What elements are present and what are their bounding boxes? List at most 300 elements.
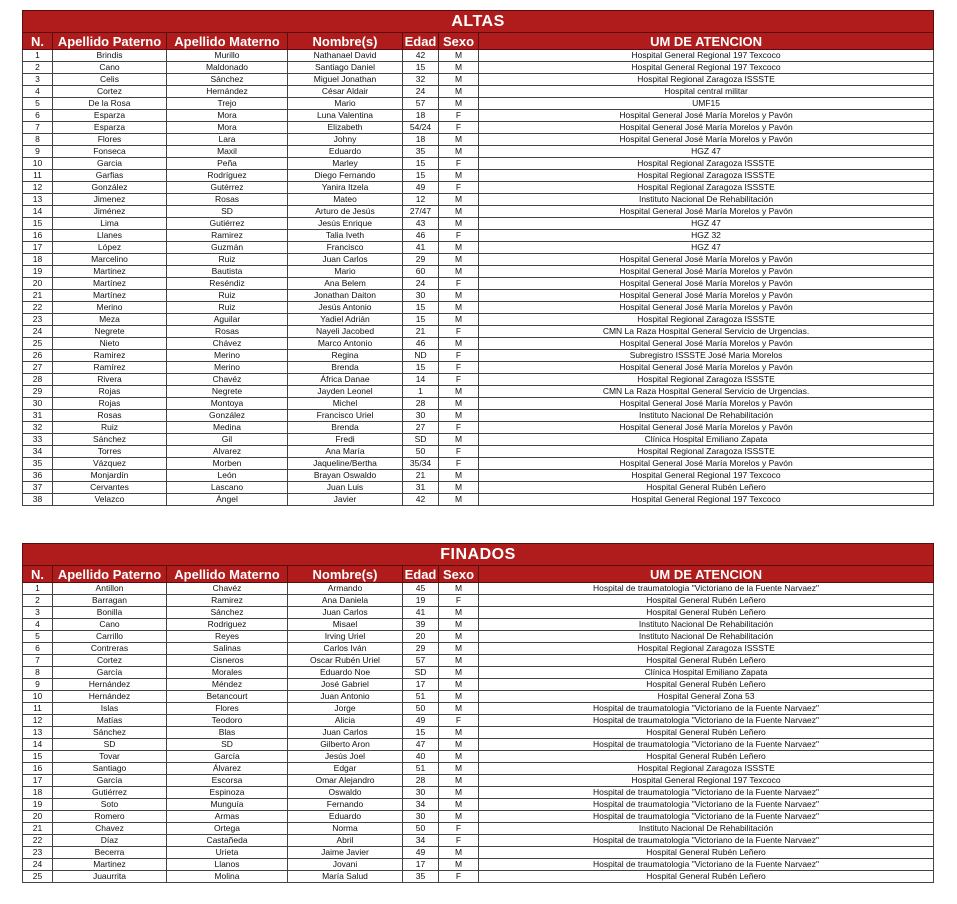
table-row <box>23 62 934 74</box>
cell-sexo: M <box>439 703 479 715</box>
table-row <box>23 763 934 775</box>
cell-row-number: 13 <box>23 194 53 206</box>
cell-apellido-paterno: Jiménez <box>53 206 167 218</box>
cell-apellido-paterno: Celis <box>53 74 167 86</box>
cell-sexo: M <box>439 338 479 350</box>
cell-um-de-atencion: Hospital General Rubén Leñero <box>479 679 934 691</box>
cell-row-number: 28 <box>23 374 53 386</box>
cell-nombres: Juan Antonio <box>288 691 403 703</box>
cell-um-de-atencion: Hospital General José María Morelos y Pavón <box>479 134 934 146</box>
table-row <box>23 871 934 883</box>
cell-nombres: Ana Daniela <box>288 595 403 607</box>
cell-nombres: Oswaldo <box>288 787 403 799</box>
cell-apellido-paterno: Garfias <box>53 170 167 182</box>
table-row <box>23 290 934 302</box>
cell-nombres: Miguel Jonathan <box>288 74 403 86</box>
cell-sexo: M <box>439 775 479 787</box>
cell-sexo: M <box>439 494 479 506</box>
column-header-sexo: Sexo <box>439 566 479 583</box>
cell-sexo: M <box>439 751 479 763</box>
cell-edad: 39 <box>403 619 439 631</box>
cell-row-number: 18 <box>23 787 53 799</box>
cell-nombres: Abril <box>288 835 403 847</box>
column-header-sexo: Sexo <box>439 33 479 50</box>
cell-apellido-materno: Cisneros <box>167 655 288 667</box>
cell-um-de-atencion: HGZ 47 <box>479 146 934 158</box>
cell-um-de-atencion: HGZ 47 <box>479 218 934 230</box>
cell-sexo: M <box>439 655 479 667</box>
cell-row-number: 13 <box>23 727 53 739</box>
cell-sexo: M <box>439 763 479 775</box>
cell-nombres: Armando <box>288 583 403 595</box>
altas-table <box>22 10 934 506</box>
cell-um-de-atencion: Hospital Regional Zaragoza ISSSTE <box>479 314 934 326</box>
cell-apellido-materno: Morales <box>167 667 288 679</box>
cell-apellido-materno: Mora <box>167 110 288 122</box>
cell-sexo: M <box>439 50 479 62</box>
cell-nombres: Nathanael David <box>288 50 403 62</box>
cell-apellido-materno: Medina <box>167 422 288 434</box>
table-row <box>23 847 934 859</box>
cell-um-de-atencion: Hospital Regional Zaragoza ISSSTE <box>479 170 934 182</box>
cell-edad: 18 <box>403 110 439 122</box>
cell-nombres: Johny <box>288 134 403 146</box>
cell-apellido-paterno: Becerra <box>53 847 167 859</box>
cell-edad: 18 <box>403 134 439 146</box>
table-row <box>23 703 934 715</box>
cell-sexo: M <box>439 787 479 799</box>
table-row <box>23 655 934 667</box>
cell-edad: 24 <box>403 278 439 290</box>
cell-apellido-materno: Reséndiz <box>167 278 288 290</box>
table-row <box>23 194 934 206</box>
cell-row-number: 4 <box>23 619 53 631</box>
cell-um-de-atencion: Instituto Nacional De Rehabilitación <box>479 823 934 835</box>
cell-sexo: M <box>439 739 479 751</box>
cell-apellido-materno: SD <box>167 206 288 218</box>
cell-apellido-materno: Ruiz <box>167 254 288 266</box>
cell-sexo: M <box>439 290 479 302</box>
cell-nombres: Jaqueline/Bertha <box>288 458 403 470</box>
cell-row-number: 20 <box>23 278 53 290</box>
altas-column-header-row <box>23 33 934 50</box>
cell-edad: 21 <box>403 470 439 482</box>
cell-apellido-paterno: Rojas <box>53 386 167 398</box>
cell-nombres: Mario <box>288 266 403 278</box>
column-header-um-de-atencion: UM DE ATENCION <box>479 33 934 50</box>
table-row <box>23 278 934 290</box>
cell-um-de-atencion: Hospital General Rubén Leñero <box>479 727 934 739</box>
cell-apellido-paterno: Díaz <box>53 835 167 847</box>
cell-apellido-paterno: Bonilla <box>53 607 167 619</box>
table-row <box>23 158 934 170</box>
cell-um-de-atencion: Hospital de traumatologia "Victoriano de la Fuente Narvaez" <box>479 799 934 811</box>
cell-nombres: Yadiel Adrián <box>288 314 403 326</box>
table-row <box>23 362 934 374</box>
cell-nombres: Gilberto Aron <box>288 739 403 751</box>
column-header-n: N. <box>23 566 53 583</box>
cell-apellido-materno: Maxil <box>167 146 288 158</box>
cell-um-de-atencion: Hospital General Regional 197 Texcoco <box>479 50 934 62</box>
cell-apellido-paterno: Santiago <box>53 763 167 775</box>
cell-edad: ND <box>403 350 439 362</box>
cell-row-number: 22 <box>23 835 53 847</box>
cell-row-number: 17 <box>23 775 53 787</box>
column-header-um-de-atencion: UM DE ATENCION <box>479 566 934 583</box>
cell-apellido-materno: Flores <box>167 703 288 715</box>
cell-um-de-atencion: Hospital Regional Zaragoza ISSSTE <box>479 763 934 775</box>
table-row <box>23 110 934 122</box>
cell-nombres: Elizabeth <box>288 122 403 134</box>
table-row <box>23 74 934 86</box>
cell-nombres: Eduardo <box>288 811 403 823</box>
cell-apellido-paterno: Martinez <box>53 859 167 871</box>
finados-table-body <box>23 583 934 883</box>
table-row <box>23 50 934 62</box>
cell-sexo: F <box>439 374 479 386</box>
cell-sexo: M <box>439 398 479 410</box>
cell-apellido-materno: Munguía <box>167 799 288 811</box>
table-row <box>23 823 934 835</box>
cell-row-number: 26 <box>23 350 53 362</box>
cell-edad: 57 <box>403 655 439 667</box>
cell-row-number: 11 <box>23 170 53 182</box>
cell-row-number: 21 <box>23 823 53 835</box>
table-row <box>23 314 934 326</box>
cell-edad: 34 <box>403 835 439 847</box>
cell-row-number: 12 <box>23 715 53 727</box>
cell-apellido-paterno: Garcia <box>53 158 167 170</box>
cell-apellido-paterno: Ruiz <box>53 422 167 434</box>
cell-row-number: 17 <box>23 242 53 254</box>
cell-apellido-paterno: García <box>53 775 167 787</box>
cell-edad: 28 <box>403 775 439 787</box>
cell-um-de-atencion: Hospital Regional Zaragoza ISSSTE <box>479 158 934 170</box>
cell-um-de-atencion: Hospital General Rubén Leñero <box>479 607 934 619</box>
column-header-apellido-paterno: Apellido Paterno <box>53 33 167 50</box>
cell-apellido-paterno: Meza <box>53 314 167 326</box>
cell-edad: 45 <box>403 583 439 595</box>
cell-row-number: 8 <box>23 667 53 679</box>
cell-apellido-materno: Urieta <box>167 847 288 859</box>
table-row <box>23 643 934 655</box>
cell-apellido-materno: Merino <box>167 350 288 362</box>
cell-edad: 46 <box>403 230 439 242</box>
table-row <box>23 170 934 182</box>
cell-apellido-paterno: Barragan <box>53 595 167 607</box>
table-row <box>23 386 934 398</box>
table-row <box>23 434 934 446</box>
cell-apellido-paterno: García <box>53 667 167 679</box>
finados-column-header-row <box>23 566 934 583</box>
cell-edad: 40 <box>403 751 439 763</box>
cell-nombres: Fernando <box>288 799 403 811</box>
table-row <box>23 206 934 218</box>
cell-apellido-paterno: Fonseca <box>53 146 167 158</box>
cell-um-de-atencion: Hospital General José María Morelos y Pavón <box>479 290 934 302</box>
cell-sexo: M <box>439 482 479 494</box>
cell-apellido-materno: Ramirez <box>167 595 288 607</box>
cell-row-number: 3 <box>23 607 53 619</box>
table-row <box>23 691 934 703</box>
cell-um-de-atencion: Hospital General Regional 197 Texcoco <box>479 62 934 74</box>
cell-um-de-atencion: Hospital central militar <box>479 86 934 98</box>
cell-nombres: Juan Carlos <box>288 727 403 739</box>
cell-um-de-atencion: Hospital de traumatologia "Victoriano de la Fuente Narvaez" <box>479 739 934 751</box>
column-header-edad: Edad <box>403 33 439 50</box>
cell-um-de-atencion: Hospital General Rubén Leñero <box>479 655 934 667</box>
table-row <box>23 787 934 799</box>
table-row <box>23 631 934 643</box>
cell-apellido-materno: Espinoza <box>167 787 288 799</box>
cell-row-number: 15 <box>23 751 53 763</box>
cell-nombres: Jorge <box>288 703 403 715</box>
cell-sexo: M <box>439 643 479 655</box>
cell-apellido-paterno: Sánchez <box>53 727 167 739</box>
cell-nombres: Brenda <box>288 422 403 434</box>
table-row <box>23 595 934 607</box>
cell-edad: 30 <box>403 811 439 823</box>
cell-apellido-materno: Lara <box>167 134 288 146</box>
cell-nombres: Eduardo Noe <box>288 667 403 679</box>
cell-row-number: 20 <box>23 811 53 823</box>
cell-apellido-paterno: Hernández <box>53 679 167 691</box>
table-row <box>23 182 934 194</box>
cell-edad: 14 <box>403 374 439 386</box>
cell-row-number: 16 <box>23 230 53 242</box>
cell-edad: 50 <box>403 823 439 835</box>
cell-row-number: 34 <box>23 446 53 458</box>
cell-apellido-materno: Guzmán <box>167 242 288 254</box>
cell-nombres: Talia Iveth <box>288 230 403 242</box>
cell-sexo: F <box>439 595 479 607</box>
table-row <box>23 679 934 691</box>
cell-row-number: 15 <box>23 218 53 230</box>
cell-row-number: 29 <box>23 386 53 398</box>
cell-apellido-paterno: Rojas <box>53 398 167 410</box>
cell-apellido-paterno: Nieto <box>53 338 167 350</box>
cell-row-number: 1 <box>23 50 53 62</box>
table-row <box>23 410 934 422</box>
cell-apellido-materno: Chavéz <box>167 374 288 386</box>
cell-nombres: César Aldair <box>288 86 403 98</box>
cell-row-number: 36 <box>23 470 53 482</box>
cell-edad: 43 <box>403 218 439 230</box>
column-header-nombres: Nombre(s) <box>288 33 403 50</box>
cell-um-de-atencion: HGZ 32 <box>479 230 934 242</box>
cell-apellido-paterno: Martínez <box>53 290 167 302</box>
cell-um-de-atencion: Hospital de traumatologia "Victoriano de la Fuente Narvaez" <box>479 811 934 823</box>
cell-edad: 57 <box>403 98 439 110</box>
cell-um-de-atencion: Hospital Regional Zaragoza ISSSTE <box>479 182 934 194</box>
cell-edad: 51 <box>403 691 439 703</box>
cell-nombres: Jayden Leonel <box>288 386 403 398</box>
cell-apellido-paterno: Lima <box>53 218 167 230</box>
cell-um-de-atencion: Hospital Regional Zaragoza ISSSTE <box>479 74 934 86</box>
cell-um-de-atencion: Hospital General Rubén Leñero <box>479 847 934 859</box>
cell-apellido-paterno: Velazco <box>53 494 167 506</box>
cell-nombres: Jaime Javier <box>288 847 403 859</box>
cell-apellido-materno: Montoya <box>167 398 288 410</box>
cell-apellido-materno: Rosas <box>167 194 288 206</box>
cell-nombres: Norma <box>288 823 403 835</box>
cell-apellido-paterno: Marcelino <box>53 254 167 266</box>
cell-nombres: Mario <box>288 98 403 110</box>
column-header-apellido-materno: Apellido Materno <box>167 33 288 50</box>
cell-nombres: María Salud <box>288 871 403 883</box>
cell-apellido-materno: Lascano <box>167 482 288 494</box>
cell-sexo: M <box>439 194 479 206</box>
cell-nombres: Carlos Iván <box>288 643 403 655</box>
cell-apellido-materno: Peña <box>167 158 288 170</box>
cell-apellido-materno: Blas <box>167 727 288 739</box>
cell-edad: 51 <box>403 763 439 775</box>
table-row <box>23 422 934 434</box>
table-row <box>23 350 934 362</box>
cell-apellido-materno: Ruiz <box>167 302 288 314</box>
cell-sexo: M <box>439 146 479 158</box>
cell-edad: 50 <box>403 446 439 458</box>
cell-um-de-atencion: Hospital General José María Morelos y Pavón <box>479 458 934 470</box>
cell-edad: 54/24 <box>403 122 439 134</box>
cell-apellido-materno: Teodoro <box>167 715 288 727</box>
cell-um-de-atencion: Hospital de traumatologia "Victoriano de la Fuente Narvaez" <box>479 583 934 595</box>
cell-sexo: F <box>439 835 479 847</box>
cell-edad: 17 <box>403 859 439 871</box>
cell-sexo: F <box>439 362 479 374</box>
cell-um-de-atencion: CMN La Raza Hospital General Servicio de Urgencias. <box>479 326 934 338</box>
cell-sexo: M <box>439 434 479 446</box>
cell-apellido-paterno: Jimenez <box>53 194 167 206</box>
cell-um-de-atencion: Hospital de traumatologia "Victoriano de la Fuente Narvaez" <box>479 715 934 727</box>
cell-sexo: M <box>439 386 479 398</box>
cell-edad: 15 <box>403 62 439 74</box>
cell-edad: 60 <box>403 266 439 278</box>
cell-apellido-paterno: Esparza <box>53 110 167 122</box>
cell-edad: 42 <box>403 494 439 506</box>
cell-apellido-paterno: Contreras <box>53 643 167 655</box>
cell-apellido-materno: Armas <box>167 811 288 823</box>
cell-edad: 30 <box>403 787 439 799</box>
cell-row-number: 11 <box>23 703 53 715</box>
cell-sexo: M <box>439 679 479 691</box>
cell-nombres: Juan Carlos <box>288 607 403 619</box>
cell-apellido-materno: Hernández <box>167 86 288 98</box>
cell-apellido-paterno: Gutiérrez <box>53 787 167 799</box>
cell-nombres: Omar Alejandro <box>288 775 403 787</box>
cell-apellido-materno: Rodríguez <box>167 170 288 182</box>
cell-um-de-atencion: Instituto Nacional De Rehabilitación <box>479 631 934 643</box>
cell-apellido-paterno: Carrillo <box>53 631 167 643</box>
cell-row-number: 23 <box>23 847 53 859</box>
cell-row-number: 1 <box>23 583 53 595</box>
cell-nombres: África Danae <box>288 374 403 386</box>
table-row <box>23 326 934 338</box>
cell-row-number: 14 <box>23 206 53 218</box>
cell-sexo: F <box>439 422 479 434</box>
cell-row-number: 4 <box>23 86 53 98</box>
cell-apellido-paterno: Monjardín <box>53 470 167 482</box>
cell-um-de-atencion: Hospital General José María Morelos y Pavón <box>479 266 934 278</box>
table-row <box>23 374 934 386</box>
cell-sexo: M <box>439 691 479 703</box>
cell-nombres: Juan Carlos <box>288 254 403 266</box>
cell-nombres: Alicia <box>288 715 403 727</box>
cell-apellido-paterno: Cortez <box>53 655 167 667</box>
finados-table <box>22 543 934 883</box>
cell-apellido-paterno: Torres <box>53 446 167 458</box>
cell-apellido-materno: Llanos <box>167 859 288 871</box>
cell-nombres: Diego Fernando <box>288 170 403 182</box>
cell-row-number: 7 <box>23 122 53 134</box>
cell-apellido-paterno: Esparza <box>53 122 167 134</box>
cell-um-de-atencion: CMN La Raza Hospital General Servicio de Urgencias. <box>479 386 934 398</box>
cell-nombres: Santiago Daniel <box>288 62 403 74</box>
table-row <box>23 494 934 506</box>
cell-apellido-materno: Reyes <box>167 631 288 643</box>
table-row <box>23 667 934 679</box>
cell-edad: 29 <box>403 254 439 266</box>
cell-um-de-atencion: Hospital General José María Morelos y Pavón <box>479 110 934 122</box>
cell-edad: 30 <box>403 290 439 302</box>
table-row <box>23 230 934 242</box>
cell-row-number: 24 <box>23 859 53 871</box>
cell-um-de-atencion: Hospital de traumatologia "Victoriano de la Fuente Narvaez" <box>479 787 934 799</box>
cell-sexo: M <box>439 266 479 278</box>
cell-row-number: 5 <box>23 98 53 110</box>
cell-sexo: M <box>439 206 479 218</box>
cell-row-number: 5 <box>23 631 53 643</box>
column-header-n: N. <box>23 33 53 50</box>
cell-sexo: F <box>439 823 479 835</box>
cell-edad: 20 <box>403 631 439 643</box>
cell-sexo: M <box>439 583 479 595</box>
cell-sexo: M <box>439 631 479 643</box>
cell-row-number: 25 <box>23 338 53 350</box>
cell-nombres: Marco Antonio <box>288 338 403 350</box>
table-row <box>23 122 934 134</box>
cell-apellido-materno: Alvarez <box>167 446 288 458</box>
cell-nombres: Jesús Joel <box>288 751 403 763</box>
cell-sexo: M <box>439 218 479 230</box>
cell-apellido-paterno: Romero <box>53 811 167 823</box>
cell-sexo: F <box>439 326 479 338</box>
cell-edad: 41 <box>403 242 439 254</box>
table-row <box>23 751 934 763</box>
cell-edad: 15 <box>403 314 439 326</box>
cell-sexo: M <box>439 667 479 679</box>
cell-edad: 31 <box>403 482 439 494</box>
cell-apellido-materno: Gutérrez <box>167 182 288 194</box>
cell-edad: 28 <box>403 398 439 410</box>
cell-apellido-materno: Méndez <box>167 679 288 691</box>
cell-nombres: Regina <box>288 350 403 362</box>
cell-apellido-materno: Salinas <box>167 643 288 655</box>
cell-nombres: Mateo <box>288 194 403 206</box>
cell-apellido-paterno: Ramírez <box>53 362 167 374</box>
cell-nombres: Luna Valentina <box>288 110 403 122</box>
cell-um-de-atencion: UMF15 <box>479 98 934 110</box>
cell-nombres: Brenda <box>288 362 403 374</box>
cell-um-de-atencion: Hospital General José María Morelos y Pavón <box>479 206 934 218</box>
cell-sexo: M <box>439 847 479 859</box>
cell-apellido-paterno: SD <box>53 739 167 751</box>
cell-sexo: F <box>439 278 479 290</box>
cell-apellido-materno: Rosas <box>167 326 288 338</box>
cell-edad: 15 <box>403 158 439 170</box>
cell-sexo: M <box>439 74 479 86</box>
cell-apellido-paterno: Rosas <box>53 410 167 422</box>
